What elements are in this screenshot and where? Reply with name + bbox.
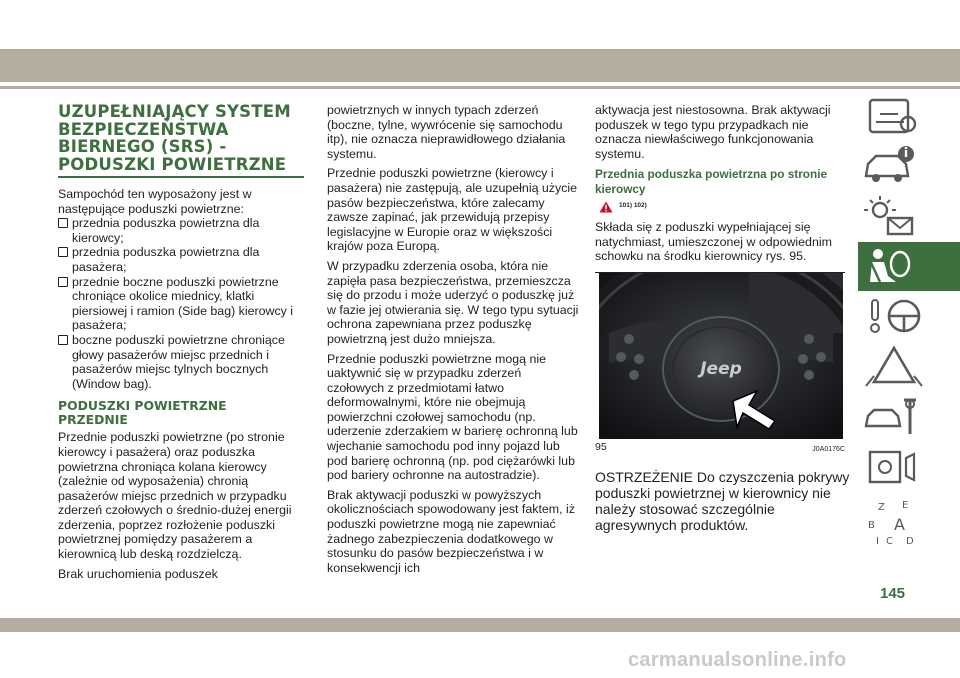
checkbox-bullet-icon bbox=[58, 335, 68, 345]
paragraph: Składa się z poduszki wypełniającej się natychmiast, umieszczonej w odpowiednim schowku na środku kierownicy rys. 95. bbox=[595, 219, 832, 264]
header-bar bbox=[0, 49, 960, 82]
column-1 bbox=[58, 103, 308, 586]
tab-car-info[interactable] bbox=[858, 142, 960, 191]
list-item: przednie boczne poduszki powietrzne chroniące okolice miednicy, klatki piersiowej i ramion (Side bag) kierowcy i pasażera; bbox=[58, 275, 308, 333]
paragraph: Brak aktywacji poduszki w powyższych okolicznościach spowodowany jest faktem, iż poduszki powietrzne mogą nie zapewniać żadnego zabezpieczenia dodatkowego w stosunku do pasów bezpieczeństwa i w konsekwencji ich bbox=[327, 487, 575, 575]
svg-text:A: A bbox=[894, 515, 905, 534]
jeep-logo: Jeep bbox=[700, 358, 742, 379]
paragraph: Przednie poduszki powietrzne (po stronie kierowcy i pasażera) oraz poduszka powietrzna chroniąca kolana kierowcy (zależnie od wyposażenia) chronią pasażerów miejsc przednich w przypadku zderzeń czołowych o średnio-dużej energii zderzenia, poprzez rozłożenie poduszki powietrznej pomiędzy pasażerem a kierownicą lub deską rozdzielczą. bbox=[58, 430, 292, 562]
svg-text:C: C bbox=[886, 536, 893, 547]
paragraph: Brak uruchomienia poduszek bbox=[58, 566, 218, 581]
subheading-driver-airbag: Przednia poduszka powietrzna po stronie kierowcy bbox=[595, 167, 828, 197]
svg-text:I: I bbox=[876, 536, 879, 547]
footer-bar bbox=[0, 618, 960, 632]
list-item: boczne poduszki powietrzne chroniące głowy pasażerów miejsc przednich i pasażerów miejsc tylnych bocznych (Window bag). bbox=[58, 333, 308, 391]
airbag-safety-icon bbox=[858, 242, 960, 291]
dashboard-car-icon bbox=[858, 92, 960, 141]
checkbox-bullet-icon bbox=[58, 277, 68, 287]
paragraph: Przednie poduszki powietrzne (kierowcy i pasażera) nie zastępują, ale uzupełnią użycie pasów bezpieczeństwa, które zalecamy zawsze zapinać, jak przewidują przepisy legislacyjne w Europie oraz w większości krajów poza Europą. bbox=[327, 166, 578, 254]
car-info-icon bbox=[858, 142, 960, 191]
figure-code: J0A0176C bbox=[812, 445, 845, 453]
warning-road-icon bbox=[858, 342, 960, 391]
list-item: przednia poduszka powietrzna dla pasażera; bbox=[58, 245, 308, 274]
multimedia-icon bbox=[858, 442, 960, 491]
paragraph: W przypadku zderzenia osoba, która nie zapięła pasa bezpieczeństwa, przemieszcza się do przodu i może uderzyć o poduszkę już w fazie jej otwierania się. W tego typu sytuacji ochrona zapewniana przez poduszkę powietrzną jest dużo mniejsza. bbox=[327, 258, 579, 346]
index-abc-icon bbox=[858, 492, 960, 572]
tab-emergency[interactable] bbox=[858, 342, 960, 391]
steering-wheel-photo bbox=[599, 273, 843, 439]
warning-triangle-icon bbox=[599, 201, 613, 213]
subheading-front-airbags: PODUSZKI POWIETRZNE PRZEDNIE bbox=[58, 398, 227, 427]
svg-text:D: D bbox=[906, 536, 914, 547]
svg-text:Z: Z bbox=[878, 502, 885, 513]
tab-starting-driving[interactable] bbox=[858, 292, 960, 341]
section-title: UZUPEŁNIAJĄCY SYSTEM BEZPIECZEŃSTWA BIERNEGO (SRS) - PODUSZKI POWIETRZNE bbox=[58, 102, 291, 174]
warning-label: OSTRZEŻENIE bbox=[595, 469, 694, 486]
column-3 bbox=[595, 103, 850, 533]
paragraph: Przednie poduszki powietrzne mogą nie uaktywnić się w przypadku zderzeń czołowych z przedmiotami łatwo deformowalnymi, które nie obejmują powierzchni czołowej samochodu (np. uderzenie zderzakiem w barierę ochronną lub wjechanie samochodu pod inny pojazd lub pod barierę ochronną (np. pod ciężarówki lub pod bariery ochronne na autostradzie). bbox=[327, 351, 578, 483]
page-number: 145 bbox=[880, 585, 906, 602]
figure-steering-wheel bbox=[595, 272, 845, 458]
tab-dashboard[interactable] bbox=[858, 92, 960, 141]
checkbox-bullet-icon bbox=[58, 218, 68, 228]
tab-servicing[interactable] bbox=[858, 392, 960, 441]
svg-text:B: B bbox=[868, 520, 875, 531]
header-rule bbox=[0, 86, 960, 89]
svg-text:E: E bbox=[902, 500, 909, 511]
steering-start-icon bbox=[858, 292, 960, 341]
lights-message-icon bbox=[858, 192, 960, 241]
tab-lights-messages[interactable] bbox=[858, 192, 960, 241]
figure-number: 95 bbox=[595, 440, 607, 453]
paragraph: aktywacja jest niestosowna. Brak aktywacji poduszek w tego typu przypadkach nie oznacza niewłaściwego funkcjonowania systemu. bbox=[595, 103, 831, 161]
tab-safety[interactable] bbox=[858, 242, 960, 291]
watermark: carmanualsonline.info bbox=[628, 649, 847, 671]
service-wrench-icon bbox=[858, 392, 960, 441]
warning-note: OSTRZEŻENIE Do czyszczenia pokrywy poduszki powietrznej w kierownicy nie należy stosować szczególnie agresywnych produktów. bbox=[595, 469, 850, 534]
title-underline bbox=[58, 176, 304, 178]
tab-multimedia[interactable] bbox=[858, 442, 960, 491]
warning-reference: 101) 102) bbox=[599, 199, 850, 214]
tab-index[interactable] bbox=[858, 492, 960, 572]
figure-caption bbox=[595, 440, 845, 458]
column-2 bbox=[327, 103, 579, 580]
paragraph: powietrznych w innych typach zderzeń (boczne, tylne, wywrócenie się samochodu itp), nie oznacza nieprawidłowego działania systemu. bbox=[327, 103, 566, 161]
checkbox-bullet-icon bbox=[58, 247, 68, 257]
list-item: przednia poduszka powietrzna dla kierowcy; bbox=[58, 216, 308, 245]
intro-text: Sampochód ten wyposażony jest w następujące poduszki powietrzne: bbox=[58, 187, 252, 216]
